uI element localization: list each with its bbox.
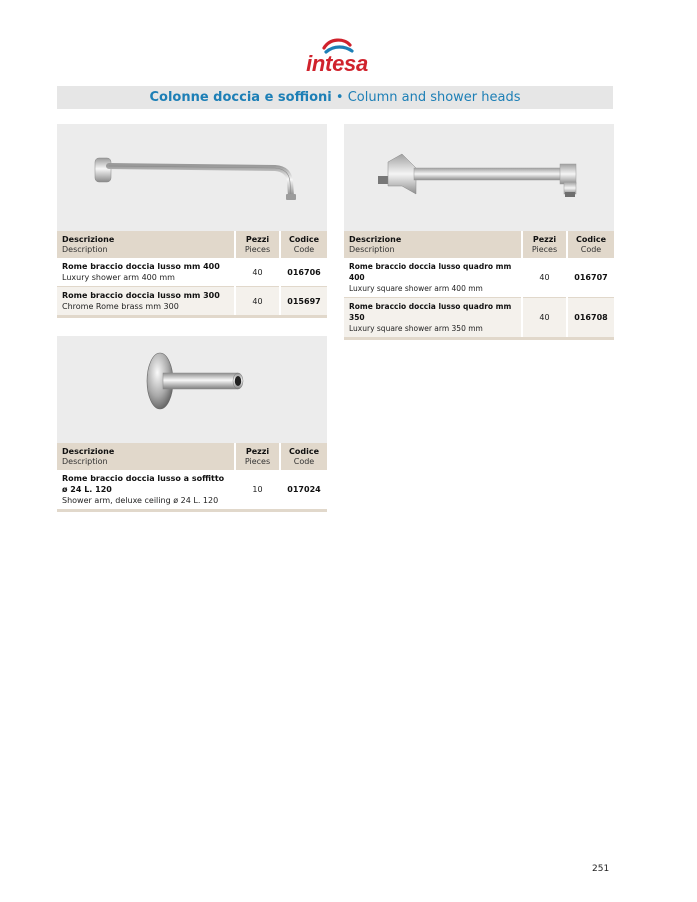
row-description: Rome braccio doccia lusso mm 400 Luxury shower arm 400 mm bbox=[57, 258, 235, 287]
header-pieces: Pezzi Pieces bbox=[522, 231, 567, 258]
header-description: Descrizione Description bbox=[57, 443, 235, 470]
product-photo bbox=[57, 124, 327, 231]
header-description: Descrizione Description bbox=[57, 231, 235, 258]
row-pieces: 40 bbox=[235, 258, 280, 287]
round-shower-arm-icon bbox=[57, 124, 327, 231]
product-card-ceiling-arm bbox=[57, 336, 327, 512]
table-row bbox=[57, 258, 327, 287]
brand-name: intesa bbox=[306, 51, 368, 76]
row-pieces: 40 bbox=[235, 287, 280, 317]
row-description: Rome braccio doccia lusso quadro mm 350 Luxury square shower arm 350 mm bbox=[344, 298, 522, 339]
product-photo bbox=[57, 336, 327, 443]
row-description: Rome braccio doccia lusso mm 300 Chrome Rome brass mm 300 bbox=[57, 287, 235, 317]
product-table bbox=[57, 443, 327, 512]
header-description: Descrizione Description bbox=[344, 231, 522, 258]
brand-logo bbox=[298, 36, 378, 78]
title-separator: • bbox=[335, 90, 344, 105]
ceiling-shower-arm-icon bbox=[57, 336, 327, 443]
row-pieces: 40 bbox=[522, 258, 567, 298]
table-header-row bbox=[57, 231, 327, 258]
header-pieces: Pezzi Pieces bbox=[235, 231, 280, 258]
table-row bbox=[344, 298, 614, 339]
row-code: 016707 bbox=[567, 258, 614, 298]
table-row bbox=[57, 470, 327, 511]
row-code: 015697 bbox=[280, 287, 327, 317]
header-code: Codice Code bbox=[280, 443, 327, 470]
product-table bbox=[344, 231, 614, 340]
product-card-square-arm bbox=[344, 124, 614, 340]
product-table bbox=[57, 231, 327, 318]
section-title-it: Colonne doccia e soffioni bbox=[149, 90, 332, 105]
row-pieces: 10 bbox=[235, 470, 280, 511]
product-card-round-arm bbox=[57, 124, 327, 318]
row-code: 016708 bbox=[567, 298, 614, 339]
header-code: Codice Code bbox=[280, 231, 327, 258]
row-code: 016706 bbox=[280, 258, 327, 287]
header-code: Codice Code bbox=[567, 231, 614, 258]
header-pieces: Pezzi Pieces bbox=[235, 443, 280, 470]
row-description: Rome braccio doccia lusso quadro mm 400 Luxury square shower arm 400 mm bbox=[344, 258, 522, 298]
table-header-row bbox=[344, 231, 614, 258]
section-title-bar bbox=[57, 86, 613, 109]
table-row bbox=[344, 258, 614, 298]
page-number: 251 bbox=[592, 864, 610, 874]
row-code: 017024 bbox=[280, 470, 327, 511]
table-row bbox=[57, 287, 327, 317]
square-shower-arm-icon bbox=[344, 124, 614, 231]
section-title-en: Column and shower heads bbox=[347, 90, 521, 105]
table-header-row bbox=[57, 443, 327, 470]
row-pieces: 40 bbox=[522, 298, 567, 339]
product-photo bbox=[344, 124, 614, 231]
row-description: Rome braccio doccia lusso a soffitto ø 24 L. 120 Shower arm, deluxe ceiling ø 24 L. 120 bbox=[57, 470, 235, 511]
